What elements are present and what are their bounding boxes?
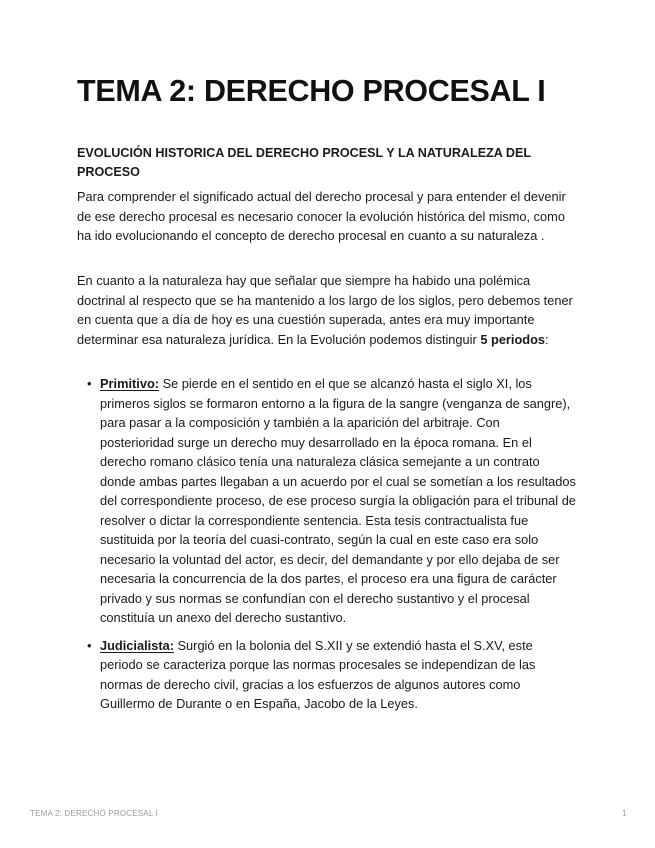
period-term: Primitivo: bbox=[100, 376, 160, 391]
nature-paragraph bbox=[77, 271, 577, 349]
period-text: Se pierde en el sentido en el que se alcanzó hasta el siglo XI, los primeros siglos se formaron entorno a la figura de la sangre (venganza de sangre), para pasar a la composición y también a la aparición del arbitraje. Con posterioridad surge un derecho muy desarrollado en la época romana. En el derecho romano clásico tenía una naturaleza clásica semejante a un contrato donde ambas partes llegaban a un acuerdo por el cual se sometían a los resultados del correspondiente proceso, de ese proceso surgía la obligación para el tribunal de resolver o dictar la correspondiente sentencia. Esta tesis contractualista fue sustituida por la teoría del cuasi-contrato, según la cual en este caso era solo necesario la voluntad del actor, es decir, del demandante y por ello dejaba de ser necesaria la concurrencia de la dos partes, el proceso era una figura de carácter privado y sus normas se confundían con el derecho sustantivo y el procesal constituía un anexo del derecho sustantivo. bbox=[100, 376, 576, 625]
footer-title: TEMA 2: DERECHO PROCESAL I bbox=[30, 809, 159, 818]
section-heading: EVOLUCIÓN HISTORICA DEL DERECHO PROCESL Y LA NATURALEZA DEL PROCESO bbox=[77, 146, 531, 179]
list-item-judicialista bbox=[77, 636, 577, 714]
bullet-icon: • bbox=[87, 637, 92, 653]
nature-paragraph-end: : bbox=[545, 331, 549, 347]
period-text: Surgió en la bolonia del S.XII y se extendió hasta el S.XV, este periodo se caracteriza porque las normas procesales se independizan de las normas de derecho civil, gracias a los esfuerzos de algunos autores como Guillermo de Durante o en España, Jacobo de la Leyes. bbox=[100, 637, 536, 711]
page-title: TEMA 2: DERECHO PROCESAL I bbox=[77, 74, 546, 108]
nature-paragraph-text: En cuanto a la naturaleza hay que señalar que siempre ha habido una polémica doctrinal al respecto que se ha mantenido a los largo de los siglos, pero debemos tener en cuenta que a día de hoy es una cuestión superada, antes era muy importante determinar esa naturaleza jurídica. En la Evolución podemos distinguir bbox=[77, 273, 573, 347]
periods-count: 5 periodos bbox=[480, 331, 546, 347]
list-item-primitivo bbox=[77, 374, 577, 628]
period-term: Judicialista: bbox=[100, 637, 174, 653]
intro-paragraph: Para comprender el significado actual del derecho procesal y para entender el devenir de ese derecho procesal es necesario conocer la evolución histórica del mismo, como ha ido evolucionando el concepto de derecho procesal en cuanto a su naturaleza . bbox=[77, 189, 566, 243]
periods-list bbox=[77, 374, 577, 722]
bullet-icon: • bbox=[87, 376, 92, 391]
page-number: 1 bbox=[622, 809, 627, 818]
